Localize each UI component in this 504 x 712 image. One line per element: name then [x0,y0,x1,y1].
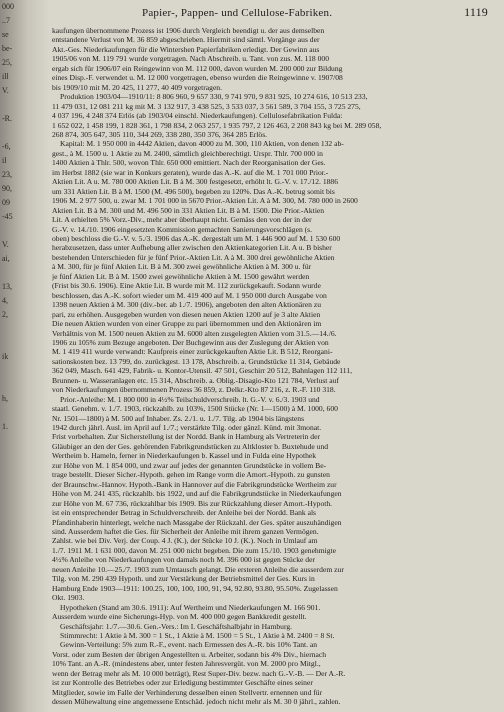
margin-fragment: 09 [2,198,10,207]
text-line: im Herbst 1882 (sie war in Konkurs geraten), wurde das A.-K. auf die M. 1 701 000 Prior.- [52,167,329,177]
text-line: Mitglieder, sowie im Falle der Verhinderung desselben einen Stellvertr. ernennen und für [52,687,323,697]
text-line: 1./7. 1911 M. 1 631 000, davon M. 251 000 nicht begeben. Die zum 15./10. 1903 genehmigte [52,545,337,555]
margin-fragment [0,546,50,560]
text-line: Akt.-Ges. Niederkaufungen für die Wintershen Papierfabriken erledigt. Der Gewinn aus [52,44,320,54]
text-line: 1905/06 von M. 119 791 wurde vorgetragen. Nach Abschreib. u. Tant. von zus. M. 118 000 [52,54,330,64]
text-line: Verhältnis von M. 1500 neuen Aktien zu M. 6000 alten zusgelegten Aktien vom 31.5.—14./6. [52,328,337,338]
text-line: Okt. 1903. [52,593,85,603]
text-line: der Braunschw.-Hannov. Hypoth.-Bank in Hannover auf die Fabrikgrundstücke Wertheim zur [52,479,337,489]
page-number: 1119 [464,5,488,19]
margin-fragment: 90, [2,184,12,193]
margin-fragment [0,476,50,490]
margin-fragment: be- [2,44,13,53]
adjacent-page-margin [0,0,50,712]
text-line: Zahlst. wie bei Div. Verj. der Coup. 4 J. (K.), der Stücke 10 J. (K.). Noch in Umlauf am [52,536,318,546]
margin-fragment [0,574,50,588]
text-line: Nr. 1501—1800) à M. 500 auf Inhaber. Zs. 2./1. u. 1./7. Tilg. ab 1904 bis längstens [52,413,305,423]
text-line: je fünf Aktien Lit. B à M. 1500 zwei gewöhnliche Aktien à M. 1500 gewährt werden [52,271,310,281]
text-line: pari, zu erhöhen. Ausgegeben wurden von diesen neuen Aktien 1200 auf je 3 alte Aktien [52,309,321,319]
text-line: staatl. Genehm. v. 1./7. 1903, rückzahlb. zu 103%, 1500 Stücke (Nr. 1—1500) à M. 1000, 600 [52,404,338,414]
margin-fragment [0,448,50,462]
margin-fragment: 23, [2,170,12,179]
text-line: kaufungen übernommene Prozess ist 1906 durch Vergleich beendigt u. der aus demselben [52,26,325,35]
text-line: wenn der Betrag mehr als M. 10 000 beträgt), Rest Super-Div. bezw. nach G.-V.-B. — Der A.-R. [52,668,346,678]
margin-fragment: V. [2,86,9,95]
margin-fragment: 25, [2,58,12,67]
margin-fragment: -45 [2,212,13,221]
text-line: eines Disp.-F. verwendet u. M. 12 000 vorgetragen, ebenso wurden die Reingewinne v. 1907/08 [52,73,343,83]
text-line: Aktien Lit. A u. M. 780 000 Aktien Lit. B à M. 300 festgesetzt, erhöht lt. G.-V. v. 17./12. 1886 [52,177,339,187]
text-line: trage bestellt. Dieser Sicher.-Hypoth. gehen im Range vorm die Amort.-Hypoth. zu gunsten [52,470,330,480]
text-line: (Frist bis 30.6. 1906). Eine Aktie Lit. B wurde mit M. 112 zurückgekauft. Sodann wurde [52,281,321,291]
text-line: beschlossen, das A.-K. sofort wieder um M. 419 400 auf M. 1 950 000 durch Ausgabe von [52,290,327,300]
text-line: sind. Ausserdem haftet die Ges. für Sicherheit der Anleihe mit ihrem ganzen Vermögen. [52,527,319,537]
text-line: zur Höhe von M. 67 736, rückzahlbar bis 1909. Bis zur Rückzahlung dieser Amort.-Hypoth. [52,498,333,508]
text-line: neuen Anleihe 10.—25./7. 1903 zum Umtausch gelangt. Die ersteren Anleihe die ausserdem zur [52,564,344,574]
text-line: ergab sich für 1906/07 ein Reingewinn von M. 112 000, davon wurden M. 200 000 zur Bildung [52,63,343,73]
margin-fragment [0,336,50,350]
text-line: 10% Tant. an A.-R. (mindestens aber, unter festen Jahresvergüt. von M. 2000 pro Mitgl., [52,659,321,669]
margin-fragment [0,98,50,112]
margin-fragment [0,224,50,238]
margin-fragment [0,126,50,140]
margin-fragment [0,378,50,392]
text-line: 4½% Anleihe von Niederkaufungen von damals noch M. 396 000 ist gegen Stücke der [52,555,315,565]
margin-fragment [0,602,50,616]
text-line: Tilg. von M. 290 439 Hypoth. und zur Verstärkung der Betriebsmittel der Ges. Kurs in [52,574,315,584]
text-line: Vorst. oder zum Besten der übrigen Angestellten u. Arbeiter, sodann bis 4% Div., hiernach [52,649,327,659]
margin-fragment [0,406,50,420]
text-line: Ausserdem wurde eine Sicherungs-Hyp. von M. 400 000 gegen Bankkredit gestellt. [52,612,307,622]
margin-fragment [0,616,50,630]
text-line: 1906 zu 105% zum Bezuge angeboten. Der Buchgewinn aus der Zuslegung der Aktien von [52,337,329,347]
text-line: Brunnen- u. Wasseranlagen etc. 15 314, Abschreib. a. Oblig.-Disagio-Kto 121 784, Verlust auf [52,375,339,385]
margin-fragment [0,322,50,336]
text-line: ist ein entsprechender Betrag in Schuldverschreib. der Anleihe bei der Nordd. Bank als [52,508,317,518]
margin-fragment: ..7 [2,16,10,25]
margin-fragment: se [2,30,9,39]
margin-fragment: -6, [2,142,11,151]
margin-fragment [0,434,50,448]
margin-fragment [0,518,50,532]
margin-fragment [0,672,50,686]
margin-fragment [0,504,50,518]
text-line: Kapital: M. 1 950 000 in 4442 Aktien, davon 4000 zu M. 300, 110 Aktien, von denen 132 ab- [60,139,344,149]
page-body-text [52,26,498,707]
text-line: zur Höhe von M. 1 854 000, und zwar auf jedes der genannten Grundstücke in vollem Be- [52,460,327,470]
text-line: 11 479 031, 12 081 211 kg mit M. 3 132 917, 3 438 525, 3 533 037, 3 561 589, 3 704 155, 3 725 275, [52,101,361,111]
text-line: 4 037 196, 4 248 374 Erlös (ab 1903/04 einschl. Niederkaufungen). Cellulosefabrikation Fulda: [52,111,343,121]
margin-fragment [0,266,50,280]
text-line: G.-V. v. 14./10. 1906 eingesetzten Kommission gemachten Sanierungsvorschlägen (s. [52,224,313,234]
margin-fragment: 000 [2,2,14,11]
text-line: 362 049, Masch. 641 429, Fabrik- u. Kontor-Utensil. 47 501, Geschirr 20 512, Bahnlagen 112 111, [52,366,352,376]
margin-fragment: ill [2,72,9,81]
text-line: entstandene Verlust von M. 36 859 abgeschrieben. Hiermit sind sämtl. Vorgänge aus der [52,35,320,45]
margin-fragment [0,588,50,602]
text-line: 268 874, 305 647, 305 110, 344 269, 338 280, 350 376, 364 285 Erlös. [52,129,268,139]
text-line: bestehenden Unterschieden für je fünf Prior.-Aktien Lit. A à M. 300 drei gewöhnliche Aktien [52,252,335,262]
text-line: Hamburg Ende 1903—1911: 100.25, 100, 100, 100, 91, 94, 92.80, 93.80, 95.50%. Zugelassen [52,583,338,593]
margin-fragment [0,686,50,700]
margin-fragment: ik [2,352,9,361]
margin-fragment [0,630,50,644]
text-line: Gläubiger an den der Ges. gehörenden Fabrikgrundstücken zu Altkloster b. Buxtehude und [52,441,329,451]
margin-fragment [0,700,50,712]
margin-fragment: 4, [2,296,8,305]
running-title: Papier-, Pappen- und Cellulose-Fabriken. [142,7,333,19]
text-line: Gewinn-Verteilung: 5% zum R.-F., event. nach Ermessen des A.-R. bis 10% Tant. an [60,640,318,650]
margin-fragment: 1. [2,422,8,431]
margin-fragment: -R. [2,114,12,123]
text-line: Frist vorbehalten. Zur Sicherstellung ist der Nordd. Bank in Hamburg als Vertreterin der [52,432,320,442]
text-line: 1 652 022, 1 458 199, 1 828 361, 1 798 834, 2 063 257, 1 935 797, 2 126 463, 2 208 843 kg bei M. 289 058, [52,120,382,130]
text-line: Produktion 1903/04—1910/11: 8 806 960, 9 657 330, 9 741 970, 9 831 925, 10 274 616, 10 513 233, [60,92,368,102]
text-line: 1398 neuen Aktien à M. 300 (div.-ber. ab 1./7. 1906), angeboten den alten Aktionären zu [52,300,322,310]
margin-fragment [0,364,50,378]
margin-fragment [0,490,50,504]
text-line: 1906 M. 2 977 500, u. zwar M. 1 701 000 in 5670 Prior.-Aktien Lit. A à M. 300, M. 780 000 in 2600 [52,196,358,206]
text-line: Wertheim b. Hameln, ferner in Niederkaufungen b. Kassel und in Fulda eine Hypothek [52,451,317,461]
text-line: Die neuen Aktien wurden von einer Gruppe zu pari übernommen und den Aktionären im [52,319,322,329]
text-line: oben) beschloss die G.-V. v. 5./3. 1906 das A.-K. dergestalt um M. 1 446 900 auf M. 1 530 600 [52,233,341,243]
document-page [52,0,498,712]
margin-fragment [0,644,50,658]
margin-fragment [0,560,50,574]
margin-fragment: 13, [2,282,12,291]
margin-fragment: V. [2,240,9,249]
text-line: dessen Mühewaltung eine angemessene Entschäd. jedoch nicht mehr als M. 30 0 jährl., zahlen. [52,697,341,707]
text-line: um 331 Aktien Lit. B à M. 1500 (M. 496 500), begeben zu 120%. Das A.-K. betrug somit bis [52,186,335,196]
text-line: Prior.-Anleihe: M. 1 800 000 in 4½% Teilschuldverschreib. lt. G.-V. v. 6./3. 1903 und [60,394,320,404]
margin-fragment: 2, [2,310,8,319]
margin-fragment: il [2,156,7,165]
text-line: gest., à M. 1500 u. 1 Aktie zu M. 2400, sämtlich gleichberechtigt. Urspr. Thlr. 700 000 in [52,148,323,158]
page-header [52,0,498,26]
margin-fragment: h, [2,394,8,403]
text-line: Hypotheken (Stand am 30.6. 1911): Auf Wertheim und Niederkaufungen M. 166 901. [60,602,321,612]
margin-fragment [0,658,50,672]
text-line: Pfandinhaberin hinterlegt, welche nach Massgabe der Rückzahl. der Ges. später auszuhändigen [52,517,342,527]
text-line: Stimmrecht: 1 Aktie à M. 300 = 1 St., 1 Aktie à M. 1500 = 5 St., 1 Aktie à M. 2400 = 8 St. [60,631,335,640]
text-line: à M. 300, für je fünf Aktien Lit. B à M. 300 zwei gewöhnliche Aktien à M. 300 u. für [52,262,312,272]
text-line: Geschäftsjahr: 1./7.—30.6. Gen.-Vers.: Im I. Geschäftshalbjahr in Hamburg. [60,621,293,631]
text-line: sationskosten bez. 13 799, do. zurückgest. 13 178, Abschreib. a. Grundstücke 11 314, Gebäude [52,356,341,366]
text-line: M. 1 419 411 wurde verwandt: Kaufpreis einer zurückgekauften Aktie Lit. B 512, Reorgani- [52,347,333,357]
text-line: herabzusetzen, dass unter Aufhebung aller zwischen den Aktienkategorien Lit. A u. B bisher [52,243,332,253]
text-line: Höhe von M. 241 435, rückzahlb. bis 1922, und auf die Fabrikgrundstücke in Niederkaufungen [52,489,342,499]
text-line: 1942 durch jährl. Ausl. im April auf 1./7.; verstärkte Tilg. oder gänzl. Künd. mit 3monat. [52,423,322,433]
margin-fragment [0,532,50,546]
text-line: Lit. A erhielten 5% Vorz.-Div., mehr aber überhaupt nicht. Gemäss den von der in der [52,215,312,225]
text-line: bis 1909/10 mit M. 20 425, 11 277, 40 409 vorgetragen. [52,82,223,92]
margin-fragment [0,462,50,476]
text-line: Aktien Lit. B à M. 300 und M. 496 500 in 331 Aktien Lit. B à M. 1500. Die Prior.-Aktien [52,205,325,215]
text-line: von Niederkaufungen übernommenen Prozess 36 859, z. Delkr.-Kto 87 216, z. R.-F. 110 318. [52,385,336,395]
margin-fragment: ai, [2,254,10,263]
text-line: ist zur Kontrolle des Betriebes oder zur Erledigung bestimmter Geschäfte eines seiner [52,678,313,688]
text-line: 1400 Aktien à Thlr. 500, wovon Thlr. 650 000 emittiert. Nach der Reorganisation der Ges. [52,158,326,168]
